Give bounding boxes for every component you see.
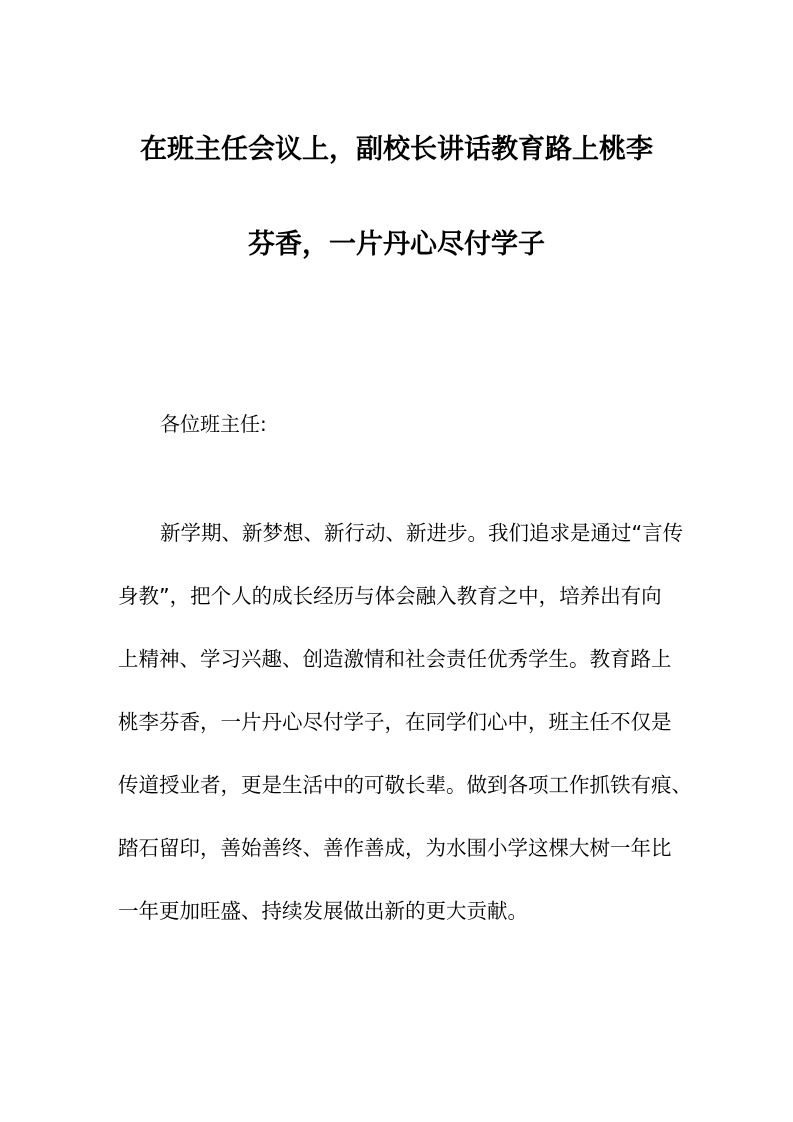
paragraph-line: 新学期、新梦想、新行动、新进步。我们追求是通过“言传: [160, 521, 684, 545]
document-title-line-1: 在班主任会议上，副校长讲话教育路上桃李: [140, 134, 653, 165]
paragraph-line: 桃李芬香，一片丹心尽付学子，在同学们心中，班主任不仅是: [118, 710, 672, 734]
paragraph-line: 上精神、学习兴趣、创造激情和社会责任优秀学生。教育路上: [118, 647, 672, 671]
paragraph-line: 身教”，把个人的成长经历与体会融入教育之中，培养出有向: [118, 584, 662, 608]
paragraph-line: 踏石留印，善始善终、善作善成，为水围小学这棵大树一年比: [118, 836, 672, 860]
paragraph-line: 一年更加旺盛、持续发展做出新的更大贡献。: [118, 899, 528, 923]
salutation: 各位班主任:: [160, 412, 267, 436]
paragraph-line: 传道授业者，更是生活中的可敬长辈。做到各项工作抓铁有痕、: [118, 773, 692, 797]
document-title-line-2: 芬香，一片丹心尽付学子: [248, 229, 545, 260]
